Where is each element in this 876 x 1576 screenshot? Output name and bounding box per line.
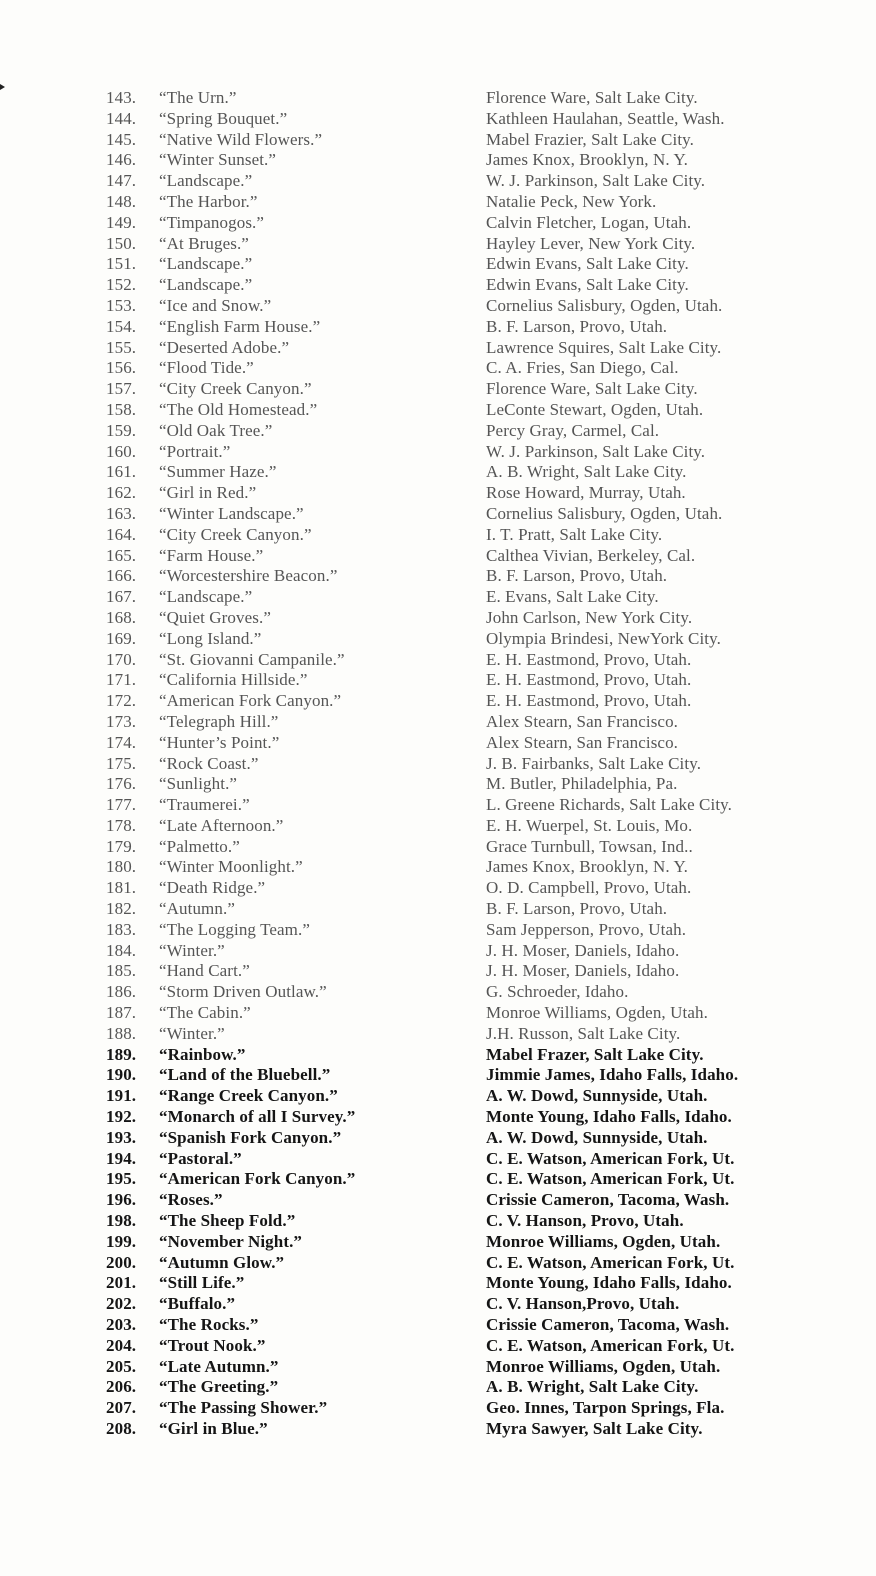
- list-item: [106, 1398, 846, 1419]
- artist-name: Calvin Fletcher, Logan, Utah.: [486, 212, 692, 232]
- painting-title: “Ice and Snow.”: [159, 295, 272, 315]
- artist-name: John Carlson, New York City.: [486, 607, 693, 627]
- entry-number: 189.: [106, 1044, 137, 1064]
- list-item: [106, 754, 846, 775]
- painting-title: “Winter Sunset.”: [159, 150, 277, 170]
- painting-title: “Girl in Blue.”: [159, 1419, 268, 1438]
- list-item: [106, 1315, 846, 1336]
- entry-number: 160.: [106, 441, 137, 461]
- painting-title: “Spring Bouquet.”: [159, 108, 288, 128]
- artist-name: C. E. Watson, American Fork, Ut.: [486, 1335, 735, 1355]
- list-item: [106, 1065, 846, 1086]
- painting-title: “Timpanogos.”: [159, 212, 265, 232]
- entry-number: 180.: [106, 857, 137, 877]
- entry-number: 148.: [106, 191, 137, 211]
- painting-title: “November Night.”: [159, 1231, 303, 1251]
- entry-number: 145.: [106, 129, 137, 149]
- painting-title: “Late Autumn.”: [159, 1356, 279, 1376]
- painting-title: “Landscape.”: [159, 171, 253, 191]
- entry-number: 192.: [106, 1107, 137, 1127]
- artist-name: Mabel Frazier, Salt Lake City.: [486, 129, 694, 149]
- entry-number: 169.: [106, 628, 137, 648]
- list-item: [106, 338, 846, 359]
- list-item: [106, 920, 846, 941]
- painting-title: “Girl in Red.”: [159, 483, 257, 503]
- entry-number: 159.: [106, 420, 137, 440]
- entry-number: 161.: [106, 462, 137, 482]
- list-item: [106, 88, 846, 109]
- artist-name: Grace Turnbull, Towsan, Ind..: [486, 836, 693, 856]
- artist-name: Natalie Peck, New York.: [486, 191, 657, 211]
- entry-number: 157.: [106, 379, 137, 399]
- entry-number: 179.: [106, 836, 137, 856]
- list-item: [106, 213, 846, 234]
- painting-title: “Autumn.”: [159, 899, 235, 919]
- list-item: [106, 1336, 846, 1357]
- list-item: [106, 296, 846, 317]
- artist-name: Florence Ware, Salt Lake City.: [486, 379, 698, 399]
- list-item: [106, 234, 846, 255]
- entry-number: 190.: [106, 1065, 137, 1085]
- painting-title: “Death Ridge.”: [159, 878, 266, 898]
- artist-name: E. H. Eastmond, Provo, Utah.: [486, 670, 692, 690]
- artist-name: E. H. Eastmond, Provo, Utah.: [486, 649, 692, 669]
- list-item: [106, 358, 846, 379]
- list-item: [106, 379, 846, 400]
- painting-title: “Hunter’s Point.”: [159, 732, 280, 752]
- artist-name: Olympia Brindesi, NewYork City.: [486, 628, 721, 648]
- artist-name: LeConte Stewart, Ogden, Utah.: [486, 399, 704, 419]
- artist-name: Mabel Frazer, Salt Lake City.: [486, 1044, 704, 1064]
- entry-number: 155.: [106, 337, 137, 357]
- list-item: [106, 941, 846, 962]
- painting-title: “Sunlight.”: [159, 774, 238, 794]
- list-item: [106, 317, 846, 338]
- entry-number: 150.: [106, 233, 137, 253]
- list-item: [106, 712, 846, 733]
- entry-number: 202.: [106, 1294, 137, 1314]
- list-item: [106, 442, 846, 463]
- list-item: [106, 670, 846, 691]
- entry-number: 205.: [106, 1356, 137, 1376]
- painting-title: “Land of the Bluebell.”: [159, 1065, 331, 1085]
- entry-number: 188.: [106, 1023, 137, 1043]
- list-item: [106, 795, 846, 816]
- artist-name: J. H. Moser, Daniels, Idaho.: [486, 940, 680, 960]
- list-item: [106, 1232, 846, 1253]
- entry-number: 203.: [106, 1315, 137, 1335]
- painting-title: “St. Giovanni Campanile.”: [159, 649, 345, 669]
- painting-title: “Palmetto.”: [159, 836, 240, 856]
- painting-title: “Range Creek Canyon.”: [159, 1086, 338, 1106]
- entry-number: 171.: [106, 670, 137, 690]
- artist-name: B. F. Larson, Provo, Utah.: [486, 316, 668, 336]
- list-item: [106, 587, 846, 608]
- list-item: [106, 1273, 846, 1294]
- list-item: [106, 130, 846, 151]
- artist-name: C. A. Fries, San Diego, Cal.: [486, 358, 679, 378]
- entry-number: 201.: [106, 1273, 137, 1293]
- painting-title: “Portrait.”: [159, 441, 231, 461]
- entry-number: 162.: [106, 483, 137, 503]
- artist-name: E. H. Eastmond, Provo, Utah.: [486, 691, 692, 711]
- entry-number: 154.: [106, 316, 137, 336]
- entry-number: 174.: [106, 732, 137, 752]
- painting-title: “Winter Landscape.”: [159, 503, 304, 523]
- entry-number: 178.: [106, 815, 137, 835]
- entry-number: 151.: [106, 254, 137, 274]
- entry-number: 208.: [106, 1419, 137, 1438]
- artist-name: Monroe Williams, Ogden, Utah.: [486, 1003, 708, 1023]
- painting-title: “Winter Moonlight.”: [159, 857, 303, 877]
- artist-name: L. Greene Richards, Salt Lake City.: [486, 795, 732, 815]
- artist-name: Monroe Williams, Ogden, Utah.: [486, 1231, 721, 1251]
- entry-number: 183.: [106, 919, 137, 939]
- artist-name: C. E. Watson, American Fork, Ut.: [486, 1252, 735, 1272]
- artist-name: Lawrence Squires, Salt Lake City.: [486, 337, 722, 357]
- list-item: [106, 1128, 846, 1149]
- painting-title: “Old Oak Tree.”: [159, 420, 273, 440]
- painting-title: “Late Afternoon.”: [159, 815, 284, 835]
- artist-name: Monte Young, Idaho Falls, Idaho.: [486, 1107, 732, 1127]
- entry-number: 207.: [106, 1398, 137, 1418]
- entry-number: 144.: [106, 108, 137, 128]
- artist-name: Geo. Innes, Tarpon Springs, Fla.: [486, 1398, 725, 1418]
- painting-title: “Landscape.”: [159, 254, 253, 274]
- artist-name: James Knox, Brooklyn, N. Y.: [486, 150, 688, 170]
- entry-number: 185.: [106, 961, 137, 981]
- artist-name: I. T. Pratt, Salt Lake City.: [486, 524, 663, 544]
- painting-title: “Farm House.”: [159, 545, 264, 565]
- artist-name: Cornelius Salisbury, Ogden, Utah.: [486, 295, 723, 315]
- entry-number: 194.: [106, 1148, 137, 1168]
- entry-number: 168.: [106, 607, 137, 627]
- painting-title: “The Passing Shower.”: [159, 1398, 328, 1418]
- painting-title: “Spanish Fork Canyon.”: [159, 1127, 342, 1147]
- artist-name: Calthea Vivian, Berkeley, Cal.: [486, 545, 696, 565]
- list-item: [106, 192, 846, 213]
- list-item: [106, 878, 846, 899]
- list-item: [106, 1149, 846, 1170]
- painting-title: “Native Wild Flowers.”: [159, 129, 323, 149]
- margin-mark: [0, 84, 5, 90]
- painting-title: “English Farm House.”: [159, 316, 321, 336]
- artist-name: Crissie Cameron, Tacoma, Wash.: [486, 1190, 730, 1210]
- list-item: [106, 1253, 846, 1274]
- artist-name: W. J. Parkinson, Salt Lake City.: [486, 441, 706, 461]
- artist-name: Percy Gray, Carmel, Cal.: [486, 420, 660, 440]
- list-item: [106, 525, 846, 546]
- list-item: [106, 400, 846, 421]
- painting-title: “Trout Nook.”: [159, 1335, 266, 1355]
- entry-number: 200.: [106, 1252, 137, 1272]
- painting-title: “California Hillside.”: [159, 670, 308, 690]
- entry-number: 143.: [106, 88, 137, 107]
- artist-name: Edwin Evans, Salt Lake City.: [486, 254, 689, 274]
- painting-title: “Autumn Glow.”: [159, 1252, 285, 1272]
- list-item: [106, 462, 846, 483]
- artist-name: C. E. Watson, American Fork, Ut.: [486, 1148, 735, 1168]
- list-item: [106, 650, 846, 671]
- entry-number: 193.: [106, 1127, 137, 1147]
- list-item: [106, 1024, 846, 1045]
- entry-number: 186.: [106, 982, 137, 1002]
- painting-title: “The Cabin.”: [159, 1003, 251, 1023]
- artist-name: Myra Sawyer, Salt Lake City.: [486, 1419, 703, 1438]
- painting-title: “Rainbow.”: [159, 1044, 246, 1064]
- painting-title: “The Rocks.”: [159, 1315, 259, 1335]
- entry-number: 177.: [106, 795, 137, 815]
- painting-title: “The Sheep Fold.”: [159, 1211, 296, 1231]
- artist-name: Hayley Lever, New York City.: [486, 233, 696, 253]
- artist-name: Rose Howard, Murray, Utah.: [486, 483, 686, 503]
- entry-number: 165.: [106, 545, 137, 565]
- entry-number: 153.: [106, 295, 137, 315]
- artist-name: Edwin Evans, Salt Lake City.: [486, 275, 689, 295]
- painting-title: “At Bruges.”: [159, 233, 249, 253]
- artist-name: A. B. Wright, Salt Lake City.: [486, 1377, 699, 1397]
- entry-number: 204.: [106, 1335, 137, 1355]
- list-item: [106, 109, 846, 130]
- entry-number: 196.: [106, 1190, 137, 1210]
- painting-title: “Winter.”: [159, 940, 225, 960]
- entry-number: 146.: [106, 150, 137, 170]
- artist-name: J. B. Fairbanks, Salt Lake City.: [486, 753, 702, 773]
- artist-name: Sam Jepperson, Provo, Utah.: [486, 919, 687, 939]
- entry-number: 182.: [106, 899, 137, 919]
- painting-title: “Deserted Adobe.”: [159, 337, 290, 357]
- list-item: [106, 1377, 846, 1398]
- painting-title: “Monarch of all I Survey.”: [159, 1107, 356, 1127]
- artist-name: A. B. Wright, Salt Lake City.: [486, 462, 687, 482]
- artist-name: C. E. Watson, American Fork, Ut.: [486, 1169, 735, 1189]
- entry-number: 181.: [106, 878, 137, 898]
- artist-name: James Knox, Brooklyn, N. Y.: [486, 857, 688, 877]
- artist-name: W. J. Parkinson, Salt Lake City.: [486, 171, 706, 191]
- painting-title: “The Logging Team.”: [159, 919, 310, 939]
- artist-name: E. H. Wuerpel, St. Louis, Mo.: [486, 815, 693, 835]
- list-item: [106, 1294, 846, 1315]
- entry-number: 152.: [106, 275, 137, 295]
- entry-number: 166.: [106, 566, 137, 586]
- list-item: [106, 546, 846, 567]
- painting-title: “The Greeting.”: [159, 1377, 279, 1397]
- list-item: [106, 608, 846, 629]
- painting-title: “Landscape.”: [159, 275, 253, 295]
- list-item: [106, 566, 846, 587]
- artist-name: M. Butler, Philadelphia, Pa.: [486, 774, 678, 794]
- painting-title: “Hand Cart.”: [159, 961, 250, 981]
- artist-name: Crissie Cameron, Tacoma, Wash.: [486, 1315, 730, 1335]
- painting-title: “Traumerei.”: [159, 795, 250, 815]
- list-item: [106, 275, 846, 296]
- artist-name: B. F. Larson, Provo, Utah.: [486, 899, 668, 919]
- entry-number: 191.: [106, 1086, 137, 1106]
- list-item: [106, 504, 846, 525]
- entry-number: 199.: [106, 1231, 137, 1251]
- painting-title: “Pastoral.”: [159, 1148, 242, 1168]
- artist-name: Cornelius Salisbury, Ogden, Utah.: [486, 503, 723, 523]
- artist-name: Alex Stearn, San Francisco.: [486, 732, 679, 752]
- painting-title: “Long Island.”: [159, 628, 262, 648]
- painting-title: “Roses.”: [159, 1190, 223, 1210]
- list-item: [106, 816, 846, 837]
- artist-name: J.H. Russon, Salt Lake City.: [486, 1023, 681, 1043]
- artist-name: Monroe Williams, Ogden, Utah.: [486, 1356, 721, 1376]
- list-item: [106, 837, 846, 858]
- artist-name: E. Evans, Salt Lake City.: [486, 587, 659, 607]
- painting-title: “Buffalo.”: [159, 1294, 236, 1314]
- painting-title: “Rock Coast.”: [159, 753, 259, 773]
- painting-title: “The Urn.”: [159, 88, 237, 107]
- painting-title: “American Fork Canyon.”: [159, 691, 342, 711]
- painting-title: “The Old Homestead.”: [159, 399, 318, 419]
- list-item: [106, 1003, 846, 1024]
- artist-name: Kathleen Haulahan, Seattle, Wash.: [486, 108, 725, 128]
- list-item: [106, 857, 846, 878]
- artist-name: Alex Stearn, San Francisco.: [486, 711, 679, 731]
- painting-list: [106, 88, 846, 1440]
- artist-name: A. W. Dowd, Sunnyside, Utah.: [486, 1086, 708, 1106]
- artist-name: C. V. Hanson,Provo, Utah.: [486, 1294, 680, 1314]
- artist-name: G. Schroeder, Idaho.: [486, 982, 629, 1002]
- entry-number: 164.: [106, 524, 137, 544]
- painting-title: “Flood Tide.”: [159, 358, 254, 378]
- painting-title: “Storm Driven Outlaw.”: [159, 982, 327, 1002]
- list-item: [106, 171, 846, 192]
- artist-name: C. V. Hanson, Provo, Utah.: [486, 1211, 684, 1231]
- artist-name: Florence Ware, Salt Lake City.: [486, 88, 698, 107]
- painting-title: “Worcestershire Beacon.”: [159, 566, 338, 586]
- list-item: [106, 629, 846, 650]
- entry-number: 172.: [106, 691, 137, 711]
- entry-number: 149.: [106, 212, 137, 232]
- artist-name: Monte Young, Idaho Falls, Idaho.: [486, 1273, 732, 1293]
- painting-title: “Telegraph Hill.”: [159, 711, 279, 731]
- list-item: [106, 1419, 846, 1440]
- entry-number: 158.: [106, 399, 137, 419]
- list-item: [106, 1169, 846, 1190]
- painting-title: “Still Life.”: [159, 1273, 245, 1293]
- entry-number: 184.: [106, 940, 137, 960]
- entry-number: 170.: [106, 649, 137, 669]
- list-item: [106, 150, 846, 171]
- entry-number: 187.: [106, 1003, 137, 1023]
- entry-number: 167.: [106, 587, 137, 607]
- entry-number: 156.: [106, 358, 137, 378]
- entry-number: 198.: [106, 1211, 137, 1231]
- entry-number: 176.: [106, 774, 137, 794]
- list-item: [106, 254, 846, 275]
- list-item: [106, 733, 846, 754]
- painting-title: “Quiet Groves.”: [159, 607, 271, 627]
- list-item: [106, 483, 846, 504]
- artist-name: Jimmie James, Idaho Falls, Idaho.: [486, 1065, 739, 1085]
- list-item: [106, 421, 846, 442]
- list-item: [106, 961, 846, 982]
- artist-name: A. W. Dowd, Sunnyside, Utah.: [486, 1127, 708, 1147]
- entry-number: 175.: [106, 753, 137, 773]
- list-item: [106, 1357, 846, 1378]
- entry-number: 163.: [106, 503, 137, 523]
- painting-title: “City Creek Canyon.”: [159, 379, 312, 399]
- painting-title: “Winter.”: [159, 1023, 225, 1043]
- artist-name: B. F. Larson, Provo, Utah.: [486, 566, 668, 586]
- painting-title: “Summer Haze.”: [159, 462, 277, 482]
- list-item: [106, 774, 846, 795]
- entry-number: 173.: [106, 711, 137, 731]
- list-item: [106, 899, 846, 920]
- list-item: [106, 691, 846, 712]
- entry-number: 195.: [106, 1169, 137, 1189]
- list-item: [106, 1190, 846, 1211]
- artist-name: J. H. Moser, Daniels, Idaho.: [486, 961, 680, 981]
- list-item: [106, 982, 846, 1003]
- list-item: [106, 1045, 846, 1066]
- entry-number: 147.: [106, 171, 137, 191]
- list-item: [106, 1086, 846, 1107]
- painting-title: “American Fork Canyon.”: [159, 1169, 356, 1189]
- list-item: [106, 1211, 846, 1232]
- painting-title: “City Creek Canyon.”: [159, 524, 312, 544]
- entry-number: 206.: [106, 1377, 137, 1397]
- list-item: [106, 1107, 846, 1128]
- painting-title: “The Harbor.”: [159, 191, 258, 211]
- artist-name: O. D. Campbell, Provo, Utah.: [486, 878, 692, 898]
- painting-title: “Landscape.”: [159, 587, 253, 607]
